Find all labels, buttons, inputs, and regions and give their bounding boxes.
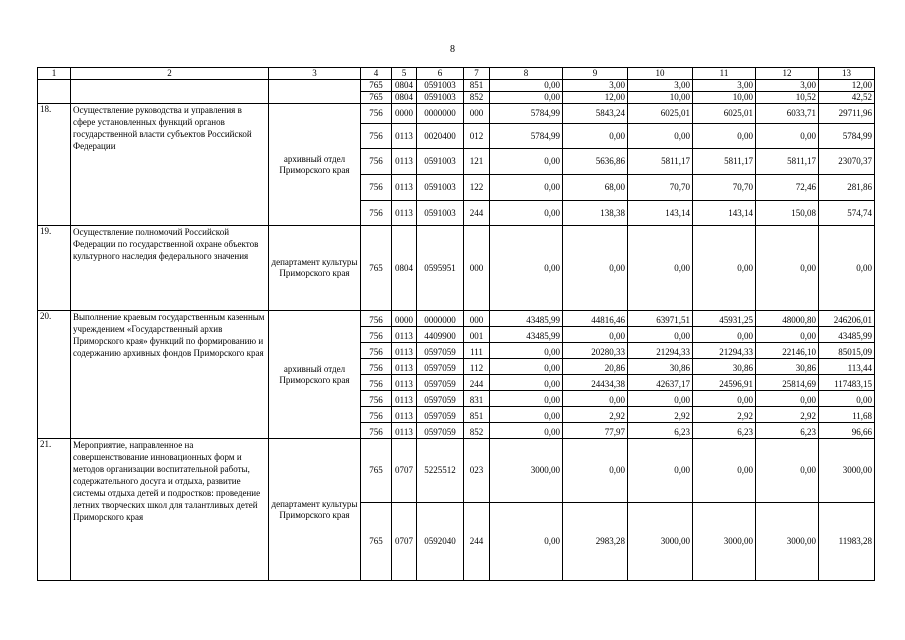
code-cell: 0597059 <box>417 407 464 423</box>
amount-cell: 574,74 <box>819 201 875 226</box>
code-cell: 765 <box>361 92 392 104</box>
amount-cell: 0,00 <box>490 149 563 175</box>
code-cell: 0591003 <box>417 80 464 92</box>
amount-cell: 11,68 <box>819 407 875 423</box>
code-cell: 0000 <box>392 311 417 327</box>
amount-cell: 150,08 <box>756 201 819 226</box>
amount-cell: 21294,33 <box>693 343 756 359</box>
budget-table <box>37 67 875 581</box>
code-cell: 756 <box>361 104 392 124</box>
code-cell: 756 <box>361 124 392 149</box>
code-cell: 756 <box>361 375 392 391</box>
amount-cell: 3,00 <box>756 80 819 92</box>
amount-cell: 0,00 <box>693 439 756 503</box>
amount-cell: 70,70 <box>628 175 693 201</box>
code-cell: 0597059 <box>417 423 464 439</box>
amount-cell: 30,86 <box>693 359 756 375</box>
amount-cell: 0,00 <box>693 391 756 407</box>
amount-cell: 0,00 <box>693 226 756 311</box>
amount-cell: 0,00 <box>628 327 693 343</box>
amount-cell: 2,92 <box>756 407 819 423</box>
code-cell: 244 <box>464 503 490 581</box>
amount-cell: 138,38 <box>563 201 628 226</box>
code-cell: 756 <box>361 149 392 175</box>
amount-cell: 25814,69 <box>756 375 819 391</box>
row-number-cell: 20. <box>38 311 71 439</box>
amount-cell: 0,00 <box>628 439 693 503</box>
amount-cell: 5843,24 <box>563 104 628 124</box>
code-cell: 765 <box>361 439 392 503</box>
table-row <box>38 80 875 92</box>
code-cell: 0000000 <box>417 104 464 124</box>
amount-cell: 113,44 <box>819 359 875 375</box>
code-cell: 4409900 <box>417 327 464 343</box>
amount-cell: 22146,10 <box>756 343 819 359</box>
amount-cell: 3,00 <box>628 80 693 92</box>
code-cell: 0597059 <box>417 391 464 407</box>
description-cell: Мероприятие, направленное на совершенствование инновационных форм и методов организации воспитательной работы, содержательного досуга и отдыха, развитие системы отдыха детей и подростков: проведение летних творческих школ для талантливых детей Приморского края <box>71 439 269 581</box>
code-cell: 0000000 <box>417 311 464 327</box>
amount-cell: 96,66 <box>819 423 875 439</box>
code-cell: 0591003 <box>417 92 464 104</box>
amount-cell: 10,52 <box>756 92 819 104</box>
amount-cell: 5636,86 <box>563 149 628 175</box>
amount-cell: 0,00 <box>490 391 563 407</box>
code-cell: 831 <box>464 391 490 407</box>
code-cell: 0113 <box>392 375 417 391</box>
amount-cell: 30,86 <box>756 359 819 375</box>
table-row <box>38 226 875 311</box>
header-cell: 10 <box>628 68 693 80</box>
header-cell: 8 <box>490 68 563 80</box>
code-cell: 0020400 <box>417 124 464 149</box>
amount-cell: 5811,17 <box>756 149 819 175</box>
department-cell: департамент культуры Приморского края <box>269 439 361 581</box>
code-cell: 756 <box>361 201 392 226</box>
amount-cell: 0,00 <box>693 327 756 343</box>
code-cell: 756 <box>361 175 392 201</box>
amount-cell: 0,00 <box>756 327 819 343</box>
amount-cell: 10,00 <box>693 92 756 104</box>
amount-cell: 2,92 <box>563 407 628 423</box>
code-cell: 0591003 <box>417 201 464 226</box>
code-cell: 111 <box>464 343 490 359</box>
amount-cell: 6,23 <box>693 423 756 439</box>
code-cell: 000 <box>464 226 490 311</box>
code-cell: 000 <box>464 311 490 327</box>
amount-cell: 68,00 <box>563 175 628 201</box>
code-cell: 0113 <box>392 175 417 201</box>
code-cell: 0804 <box>392 92 417 104</box>
amount-cell: 6,23 <box>628 423 693 439</box>
row-number-cell: 18. <box>38 104 71 226</box>
amount-cell: 77,97 <box>563 423 628 439</box>
amount-cell: 0,00 <box>490 226 563 311</box>
amount-cell: 12,00 <box>563 92 628 104</box>
table-body <box>38 68 875 581</box>
code-cell: 0804 <box>392 226 417 311</box>
code-cell: 756 <box>361 327 392 343</box>
amount-cell: 20280,33 <box>563 343 628 359</box>
amount-cell: 0,00 <box>563 124 628 149</box>
amount-cell: 3000,00 <box>693 503 756 581</box>
code-cell: 0113 <box>392 149 417 175</box>
amount-cell: 43485,99 <box>490 311 563 327</box>
code-cell: 244 <box>464 375 490 391</box>
row-number-cell: 21. <box>38 439 71 581</box>
code-cell: 765 <box>361 226 392 311</box>
amount-cell: 0,00 <box>490 359 563 375</box>
amount-cell: 0,00 <box>563 439 628 503</box>
department-cell: департамент культуры Приморского края <box>269 226 361 311</box>
amount-cell: 11983,28 <box>819 503 875 581</box>
amount-cell: 0,00 <box>628 391 693 407</box>
description-cell: Осуществление руководства и управления в сфере установленных функций органов государственной власти субъектов Российской Федерации <box>71 104 269 226</box>
code-cell: 0597059 <box>417 375 464 391</box>
amount-cell: 0,00 <box>756 439 819 503</box>
header-row <box>38 68 875 80</box>
amount-cell: 3000,00 <box>490 439 563 503</box>
header-cell: 6 <box>417 68 464 80</box>
table-row <box>38 311 875 327</box>
description-cell <box>71 80 269 104</box>
amount-cell: 24596,91 <box>693 375 756 391</box>
amount-cell: 0,00 <box>756 391 819 407</box>
amount-cell: 29711,96 <box>819 104 875 124</box>
amount-cell: 5784,99 <box>490 124 563 149</box>
code-cell: 000 <box>464 104 490 124</box>
code-cell: 0597059 <box>417 343 464 359</box>
description-cell: Осуществление полномочий Российской Федерации по государственной охране объектов культурного наследия федерального значения <box>71 226 269 311</box>
code-cell: 756 <box>361 359 392 375</box>
amount-cell: 143,14 <box>628 201 693 226</box>
amount-cell: 21294,33 <box>628 343 693 359</box>
amount-cell: 0,00 <box>756 226 819 311</box>
code-cell: 0113 <box>392 343 417 359</box>
amount-cell: 3000,00 <box>628 503 693 581</box>
table-row <box>38 104 875 124</box>
code-cell: 112 <box>464 359 490 375</box>
amount-cell: 85015,09 <box>819 343 875 359</box>
code-cell: 0113 <box>392 391 417 407</box>
amount-cell: 0,00 <box>563 226 628 311</box>
amount-cell: 3000,00 <box>756 503 819 581</box>
code-cell: 0113 <box>392 423 417 439</box>
code-cell: 0113 <box>392 359 417 375</box>
page-number: 8 <box>450 44 455 55</box>
amount-cell: 42637,17 <box>628 375 693 391</box>
code-cell: 0113 <box>392 407 417 423</box>
code-cell: 023 <box>464 439 490 503</box>
code-cell: 851 <box>464 407 490 423</box>
amount-cell: 5784,99 <box>819 124 875 149</box>
amount-cell: 30,86 <box>628 359 693 375</box>
amount-cell: 72,46 <box>756 175 819 201</box>
amount-cell: 0,00 <box>490 423 563 439</box>
amount-cell: 281,86 <box>819 175 875 201</box>
code-cell: 0591003 <box>417 175 464 201</box>
amount-cell: 48000,80 <box>756 311 819 327</box>
header-cell: 2 <box>71 68 269 80</box>
amount-cell: 2,92 <box>693 407 756 423</box>
amount-cell: 0,00 <box>490 175 563 201</box>
amount-cell: 5811,17 <box>693 149 756 175</box>
amount-cell: 3000,00 <box>819 439 875 503</box>
code-cell: 122 <box>464 175 490 201</box>
amount-cell: 43485,99 <box>490 327 563 343</box>
amount-cell: 3,00 <box>563 80 628 92</box>
amount-cell: 0,00 <box>563 391 628 407</box>
header-cell: 1 <box>38 68 71 80</box>
code-cell: 0804 <box>392 80 417 92</box>
amount-cell: 0,00 <box>490 201 563 226</box>
code-cell: 756 <box>361 391 392 407</box>
amount-cell: 3,00 <box>693 80 756 92</box>
code-cell: 852 <box>464 92 490 104</box>
department-cell <box>269 80 361 104</box>
amount-cell: 117483,15 <box>819 375 875 391</box>
code-cell: 756 <box>361 343 392 359</box>
amount-cell: 0,00 <box>490 80 563 92</box>
row-number-cell <box>38 80 71 104</box>
amount-cell: 44816,46 <box>563 311 628 327</box>
description-cell: Выполнение краевым государственным казенным учреждением «Государственный архив Приморского края» функций по формированию и содержанию архивных фондов Приморского края <box>71 311 269 439</box>
amount-cell: 0,00 <box>819 226 875 311</box>
amount-cell: 6025,01 <box>693 104 756 124</box>
amount-cell: 0,00 <box>693 124 756 149</box>
table-row <box>38 439 875 503</box>
amount-cell: 23070,37 <box>819 149 875 175</box>
amount-cell: 20,86 <box>563 359 628 375</box>
amount-cell: 0,00 <box>756 124 819 149</box>
header-cell: 5 <box>392 68 417 80</box>
department-cell: архивный отдел Приморского края <box>269 311 361 439</box>
header-cell: 12 <box>756 68 819 80</box>
code-cell: 0592040 <box>417 503 464 581</box>
amount-cell: 0,00 <box>490 503 563 581</box>
code-cell: 012 <box>464 124 490 149</box>
amount-cell: 10,00 <box>628 92 693 104</box>
code-cell: 0707 <box>392 503 417 581</box>
amount-cell: 0,00 <box>819 391 875 407</box>
code-cell: 0113 <box>392 124 417 149</box>
amount-cell: 24434,38 <box>563 375 628 391</box>
header-cell: 3 <box>269 68 361 80</box>
header-cell: 13 <box>819 68 875 80</box>
amount-cell: 2,92 <box>628 407 693 423</box>
row-number-cell: 19. <box>38 226 71 311</box>
code-cell: 001 <box>464 327 490 343</box>
amount-cell: 0,00 <box>490 407 563 423</box>
code-cell: 765 <box>361 503 392 581</box>
amount-cell: 0,00 <box>490 343 563 359</box>
amount-cell: 0,00 <box>628 226 693 311</box>
code-cell: 0000 <box>392 104 417 124</box>
amount-cell: 143,14 <box>693 201 756 226</box>
code-cell: 851 <box>464 80 490 92</box>
amount-cell: 0,00 <box>490 375 563 391</box>
code-cell: 756 <box>361 407 392 423</box>
code-cell: 0595951 <box>417 226 464 311</box>
amount-cell: 6,23 <box>756 423 819 439</box>
amount-cell: 43485,99 <box>819 327 875 343</box>
amount-cell: 63971,51 <box>628 311 693 327</box>
code-cell: 852 <box>464 423 490 439</box>
code-cell: 756 <box>361 423 392 439</box>
code-cell: 0707 <box>392 439 417 503</box>
amount-cell: 6025,01 <box>628 104 693 124</box>
amount-cell: 0,00 <box>628 124 693 149</box>
code-cell: 0113 <box>392 327 417 343</box>
code-cell: 121 <box>464 149 490 175</box>
amount-cell: 70,70 <box>693 175 756 201</box>
amount-cell: 2983,28 <box>563 503 628 581</box>
amount-cell: 0,00 <box>563 327 628 343</box>
amount-cell: 45931,25 <box>693 311 756 327</box>
amount-cell: 42,52 <box>819 92 875 104</box>
amount-cell: 6033,71 <box>756 104 819 124</box>
code-cell: 0591003 <box>417 149 464 175</box>
code-cell: 0113 <box>392 201 417 226</box>
code-cell: 0597059 <box>417 359 464 375</box>
amount-cell: 12,00 <box>819 80 875 92</box>
department-cell: архивный отдел Приморского края <box>269 104 361 226</box>
header-cell: 9 <box>563 68 628 80</box>
code-cell: 244 <box>464 201 490 226</box>
amount-cell: 0,00 <box>490 92 563 104</box>
amount-cell: 246206,01 <box>819 311 875 327</box>
header-cell: 7 <box>464 68 490 80</box>
code-cell: 756 <box>361 311 392 327</box>
header-cell: 4 <box>361 68 392 80</box>
code-cell: 5225512 <box>417 439 464 503</box>
header-cell: 11 <box>693 68 756 80</box>
amount-cell: 5811,17 <box>628 149 693 175</box>
code-cell: 765 <box>361 80 392 92</box>
amount-cell: 5784,99 <box>490 104 563 124</box>
